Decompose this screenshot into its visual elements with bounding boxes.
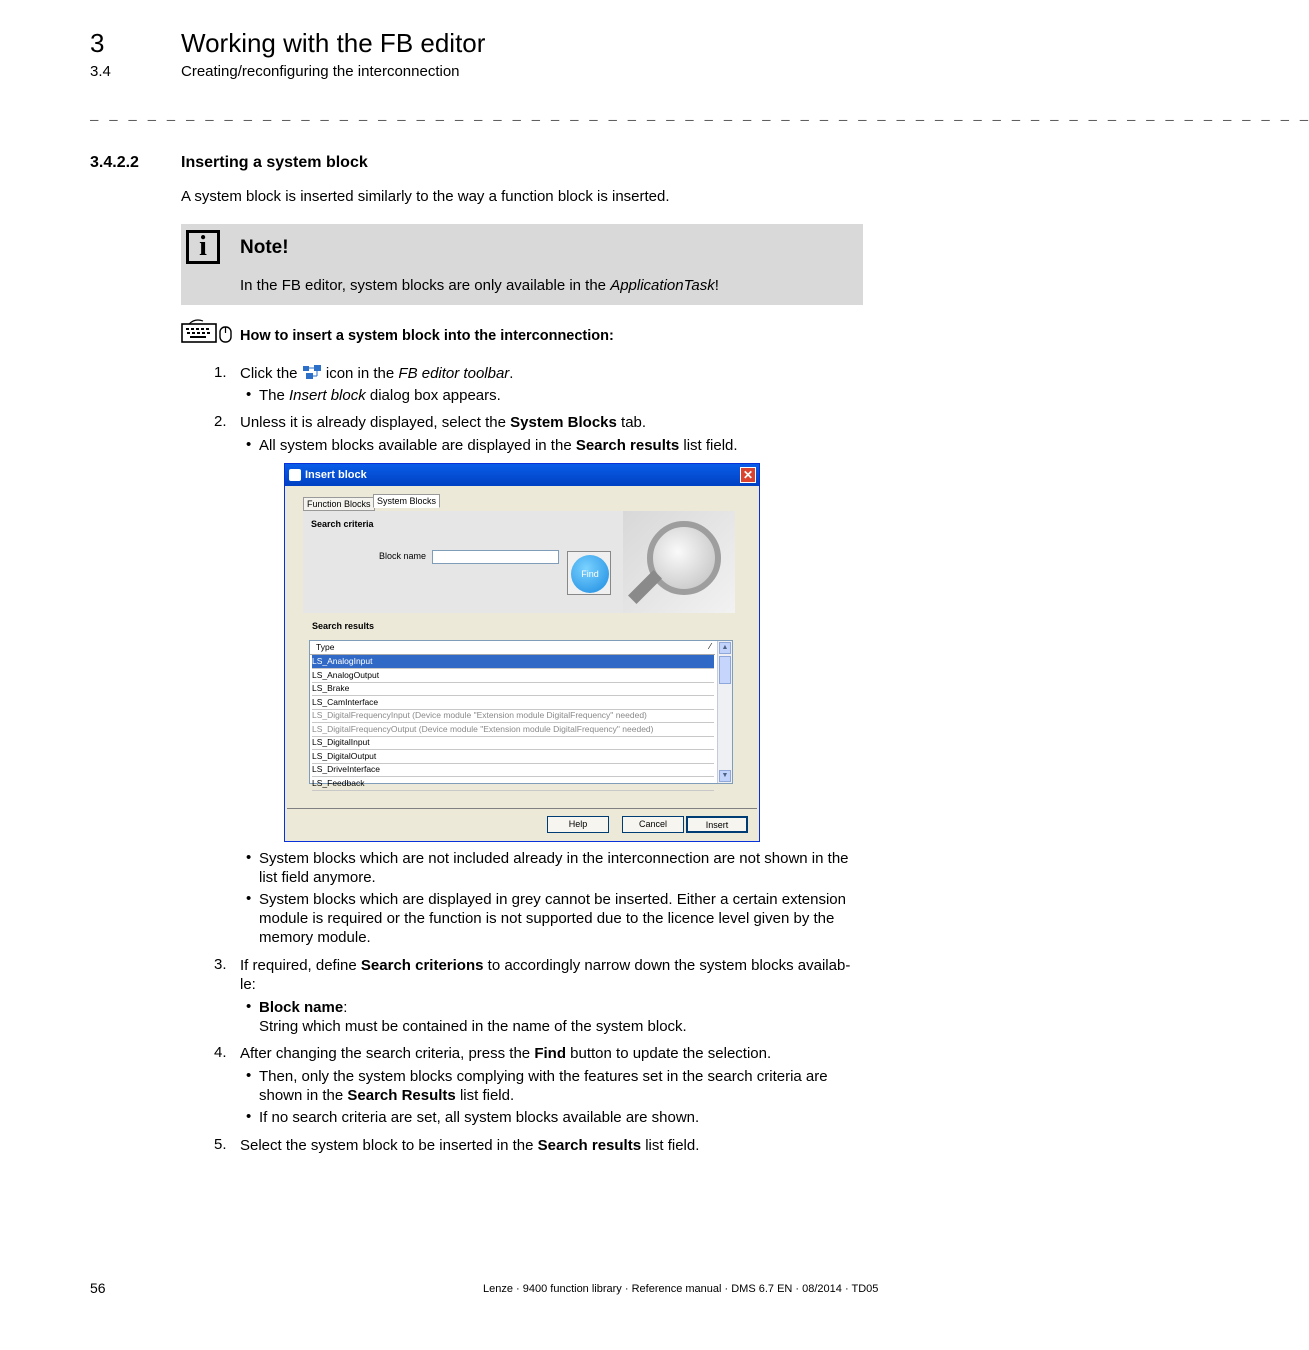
step-1-text: Click the icon in the FB editor toolbar. <box>240 365 514 382</box>
step-1-bullet: The Insert block dialog box appears. <box>259 387 501 404</box>
bullet-dot: • <box>246 1108 252 1125</box>
find-label: Find <box>571 555 609 593</box>
step-4-bullet-2: If no search criteria are set, all system blocks available are shown. <box>259 1109 700 1126</box>
block-name-label: Block name <box>379 551 427 561</box>
search-criteria-panel <box>303 511 735 613</box>
block-name-input[interactable] <box>432 550 559 564</box>
heading-title: Inserting a system block <box>181 154 368 171</box>
list-item[interactable]: LS_Brake <box>312 682 714 696</box>
dialog-title: Insert block <box>305 469 367 481</box>
list-item[interactable]: LS_Feedback <box>312 777 714 791</box>
intro-paragraph: A system block is inserted similarly to the way a function block is inserted. <box>181 188 670 205</box>
page-number: 56 <box>90 1280 106 1296</box>
step-4-text: After changing the search criteria, press the Find button to update the selection. <box>240 1045 772 1062</box>
step-2-bullet-3: System blocks which are displayed in grey cannot be inserted. Either a certain extension module is required or the function is not supported due to the licence level given by the memory module. <box>259 891 846 946</box>
column-type[interactable]: Type <box>316 642 335 652</box>
insert-block-toolbar-icon <box>302 364 322 380</box>
list-item[interactable]: LS_DigitalFrequencyInput (Device module "Extension module DigitalFrequency" needed) <box>312 709 714 723</box>
step-number: 2. <box>214 413 227 430</box>
bullet-dot: • <box>246 386 252 403</box>
search-results-list[interactable] <box>309 640 733 788</box>
step-2-bullet-1: All system blocks available are displayed in the Search results list field. <box>259 437 738 454</box>
magnifier-icon <box>623 511 735 613</box>
step-3-bullet-1: Block name: String which must be contained in the name of the system block. <box>259 999 687 1035</box>
step-2-bullet-2: System blocks which are not included already in the interconnection are not shown in the list field anymore. <box>259 850 849 886</box>
step-number: 5. <box>214 1136 227 1153</box>
search-results-label: Search results <box>312 621 375 631</box>
tab-function-blocks[interactable]: Function Blocks <box>303 497 375 511</box>
step-3-text: If required, define Search criterions to accordingly narrow down the system blocks availab-le: <box>240 957 851 993</box>
divider <box>287 808 757 809</box>
list-item[interactable]: LS_DriveInterface <box>312 763 714 777</box>
info-icon: i <box>186 230 220 264</box>
column-resize-icon: ⁄ <box>709 641 711 651</box>
list-item[interactable]: LS_AnalogInput <box>312 655 714 669</box>
step-number: 3. <box>214 956 227 973</box>
bullet-dot: • <box>246 436 252 453</box>
find-button[interactable] <box>567 551 611 595</box>
keyboard-mouse-icon <box>181 318 233 344</box>
scroll-up-icon[interactable]: ▲ <box>719 642 731 654</box>
cancel-button[interactable]: Cancel <box>622 816 684 833</box>
list-item[interactable]: LS_CamInterface <box>312 696 714 710</box>
scroll-thumb[interactable] <box>719 656 731 684</box>
insert-button[interactable]: Insert <box>686 816 748 833</box>
bullet-dot: • <box>246 890 252 907</box>
bullet-dot: • <box>246 849 252 866</box>
list-item[interactable]: LS_AnalogOutput <box>312 669 714 683</box>
bullet-dot: • <box>246 1067 252 1084</box>
howto-heading: How to insert a system block into the interconnection: <box>240 328 614 344</box>
chapter-number: 3 <box>90 28 105 58</box>
section-number: 3.4 <box>90 63 111 80</box>
note-text: In the FB editor, system blocks are only available in the ApplicationTask! <box>240 277 719 294</box>
bullet-dot: • <box>246 998 252 1015</box>
close-icon[interactable]: ✕ <box>740 467 756 483</box>
app-icon <box>289 469 301 481</box>
step-number: 4. <box>214 1044 227 1061</box>
list-item[interactable]: LS_DigitalFrequencyOutput (Device module "Extension module DigitalFrequency" needed) <box>312 723 714 737</box>
heading-number: 3.4.2.2 <box>90 154 139 171</box>
list-scrollbar[interactable] <box>717 641 732 783</box>
help-button[interactable]: Help <box>547 816 609 833</box>
dialog-title-bar <box>285 464 759 486</box>
scroll-down-icon[interactable]: ▼ <box>719 770 731 782</box>
footer-doc-info: Lenze · 9400 function library · Reference manual · DMS 6.7 EN · 08/2014 · TD05 <box>483 1283 879 1295</box>
step-2-text: Unless it is already displayed, select the System Blocks tab. <box>240 414 647 431</box>
step-number: 1. <box>214 364 227 381</box>
list-header <box>310 641 715 655</box>
list-item[interactable]: LS_DigitalInput <box>312 736 714 750</box>
search-criteria-label: Search criteria <box>311 519 374 529</box>
section-title: Creating/reconfiguring the interconnection <box>181 63 460 80</box>
note-box <box>181 224 863 305</box>
header-rule: _ _ _ _ _ _ _ _ _ _ _ _ _ _ _ _ _ _ _ _ _ _ _ _ _ _ _ _ _ _ _ _ _ _ _ _ _ _ _ _ _ _ _ _ _ _ _ _ _ _ _ _ _ _ _ _ _ _ _ _ _ _ _ _ <box>90 108 1309 124</box>
note-title: Note! <box>240 237 289 258</box>
chapter-title: Working with the FB editor <box>181 28 486 58</box>
tab-system-blocks[interactable]: System Blocks <box>373 494 440 508</box>
insert-block-dialog <box>284 463 760 842</box>
list-item[interactable]: LS_DigitalOutput <box>312 750 714 764</box>
step-4-bullet-1: Then, only the system blocks complying with the features set in the search criteria are shown in the Search Results list field. <box>259 1068 828 1104</box>
step-5-text: Select the system block to be inserted in the Search results list field. <box>240 1137 700 1154</box>
